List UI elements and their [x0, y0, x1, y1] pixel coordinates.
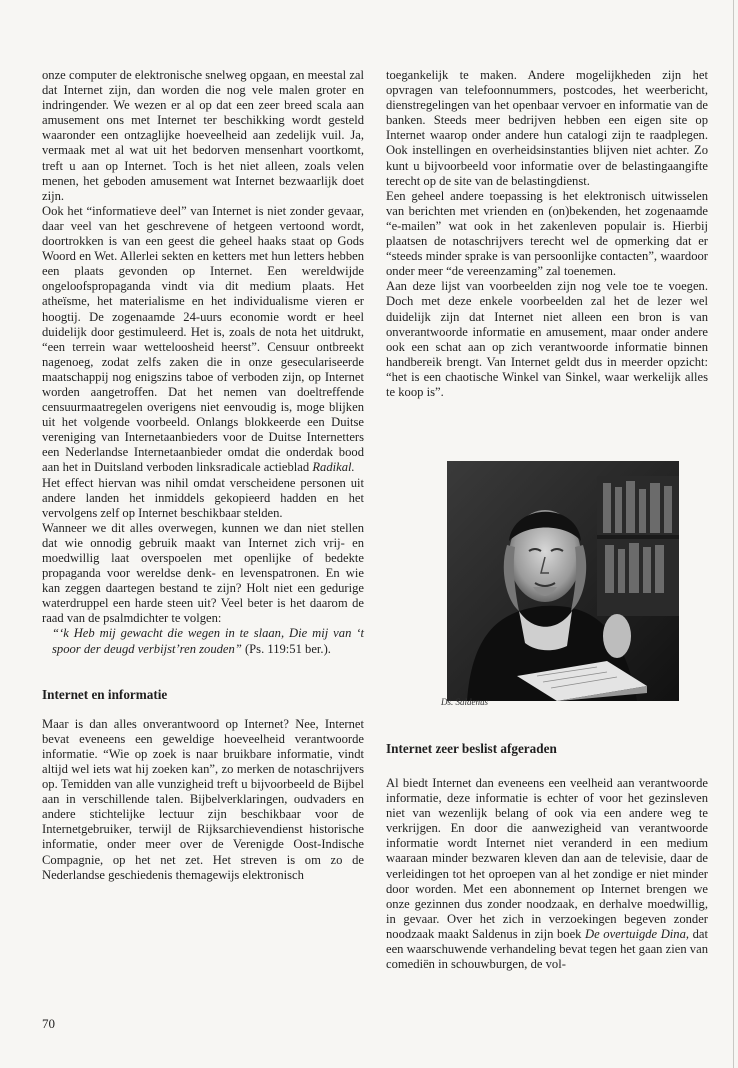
paragraph: Al biedt Internet dan eveneens een veelheid aan verantwoorde informatie, deze informatie is echter of voor het gezinsleven niet van wezenlijk belang of ook via een andere weg te verkrijgen. En door die aanwezigheid van verantwoorde informatie wordt Internet niet veranderd in een medium waaraan minder bezwaren kleven dan aan de televisie, daar de verleidingen tot het oproepen van al het zondige er niet minder door worden. Met een abonnement op Internet brengen we onze gezinnen dus zonder noodzaak, en derhalve moedwillig, in gevaar. Over het zich in verzoekingen begeven zonder noodzaak maakt Saldenus in zijn boek De overtuigde Dina, dat een waarschuwende verhandeling bevat tegen het gaan zien van comediën in schouwburgen, de vol-: [386, 776, 708, 972]
paragraph: Ook het “informatieve deel” van Internet is niet zonder gevaar, daar veel van het geschrevene of hetgeen vertoond wordt, doortrokken is van een geest die geheel haaks staat op Gods Woord en Wet. Allerlei sekten en ketters met hun letters hebben een plaats gevonden op Internet. Een wereldwijde ongeloofspropaganda vindt via dit medium plaats. Het atheïsme, het materialisme en het individualisme vieren er hoogtij. De zogenaamde 24-uurs economie wordt er heel duidelijk door gestimuleerd. Het is, zoals de nota het uitdrukt, “een terrein waar wetteloosheid heerst”. Censuur ontbreekt nagenoeg, zodat zelfs zaken die in onze geseculariseerde maatschappij nog enigszins taboe of verboden zijn, op Internet worden aangetroffen. Dat het nemen van doeltreffende censuurmaatregelen overigens niet eenvoudig is, moge blijken uit het volgende voorbeeld. Onlangs blokkeerde een Duitse vereniging van Internetaanbieders voor de Duitse Internetters een Nederlandse Internetaanbieder omdat die onderdak bood aan het in Duitsland verboden linksradicale actieblad Radikal.: [42, 203, 364, 475]
paragraph: toegankelijk te maken. Andere mogelijkheden zijn het opvragen van telefoonnummers, postcodes, het weerbericht, dienstregelingen van het openbaar vervoer en informatie van de banken. Steeds meer bedrijven hebben een eigen site op Internet waarop onder andere hun catalogi zijn te raadplegen. Ook instellingen en overheidsinstanties blijven niet achter. Zo kunt u bijvoorbeeld voor informatie over de belastingaangifte terecht op de site van de belastingdienst.: [386, 68, 708, 188]
portrait-engraving: [447, 461, 679, 701]
portrait-image: [447, 461, 679, 701]
image-caption: Ds. Saldenus: [441, 697, 488, 707]
page-number: 70: [42, 1016, 55, 1031]
paragraph: Maar is dan alles onverantwoord op Internet? Nee, Internet bevat eveneens een geweldige hoeveelheid verantwoorde informatie. “Wie op zoek is naar bruikbare informatie, vindt altijd wel iets wat hij zoeken kan”, zo merken de notaschrijvers op. Temidden van alle vunzigheid treft u bijvoorbeeld de Bijbel aan in verschillende talen. Bijbelverklaringen, oudvaders en andere stichtelijke lectuur zijn beschikbaar voor de Internetgebruiker, terwijl de Rijksarchievendienst historische informatie, onder meer over de Verenigde Oost-Indische Compagnie, op het net zet. Het streven is om zo de Nederlandse geschiedenis themagewijs elektronisch: [42, 716, 364, 882]
book-title: De overtuigde Dina,: [585, 926, 690, 941]
section-heading: Internet en informatie: [42, 686, 168, 702]
section-heading: Internet zeer beslist afgeraden: [386, 741, 557, 756]
right-column: [386, 68, 708, 400]
paragraph: Wanneer we dit alles overwegen, kunnen we dan niet stellen dat wie onnodig gebruik maakt van Internet zich vrij- en moedwillig laat overspoelen met openlijke of bedekte propaganda voor wereldse denk- en levenspatronen. En wie kan zeggen daartegen bestand te zijn? Holt niet een gedurige waterdruppel een harde steen uit? Veel beter is het daarom de raad van de psalmdichter te volgen:: [42, 520, 364, 626]
right-column-lower: [386, 741, 708, 972]
psalm-quote: “‘k Heb mij gewacht die wegen in te slaan, Die mij van ‘t spoor der deugd verbijst’ren zouden” (Ps. 119:51 ber.).: [52, 626, 364, 656]
paragraph: Een geheel andere toepassing is het elektronisch uitwisselen van berichten met vrienden en (on)bekenden, het zogenaamde “e-mailen” wat ook in het zakenleven populair is. Hierbij plaatsen de notaschrijvers terecht wel de opmerking dat er “steeds minder sprake is van persoonlijke contacten”, waardoor onder meer “de vereenzaming” zal toenemen.: [386, 188, 708, 279]
magazine-title: Radikal.: [312, 460, 355, 475]
page-edge: [733, 0, 734, 1068]
left-column: [42, 68, 364, 883]
paragraph: Het effect hiervan was nihil omdat verscheidene personen uit andere landen het inmiddels gekopieerd hadden en het vervolgens zelf op Internet beschikbaar stelden.: [42, 475, 364, 520]
paragraph: onze computer de elektronische snelweg opgaan, en meestal zal dat Internet zijn, dan worden die nog vele malen groter en indringender. We wezen er al op dat een zeer breed scala aan amusement ons met Internet ter beschikking wordt gesteld waaronder een ontzaglijke hoeveelheid aan zedelijk vuil. Ja, vermaak met al wat uit het bedorven mensenhart voortkomt, treft u aan op Internet. Toch is het niet alleen, zoals velen menen, het geboden amusement wat Internet bezwaarlijk doet zijn.: [42, 68, 364, 203]
paragraph: Aan deze lijst van voorbeelden zijn nog vele toe te voegen. Doch met deze enkele voorbeelden zal het de lezer wel duidelijk zijn dat Internet niet alleen een bron is van onverantwoorde informatie en amusement, maar onder andere ook een schat aan op zich verantwoorde informatie binnen handbereik brengt. Van Internet geldt dus in meerder opzicht: “het is een chaotische Winkel van Sinkel, waar werkelijk alles te koop is”.: [386, 279, 708, 399]
